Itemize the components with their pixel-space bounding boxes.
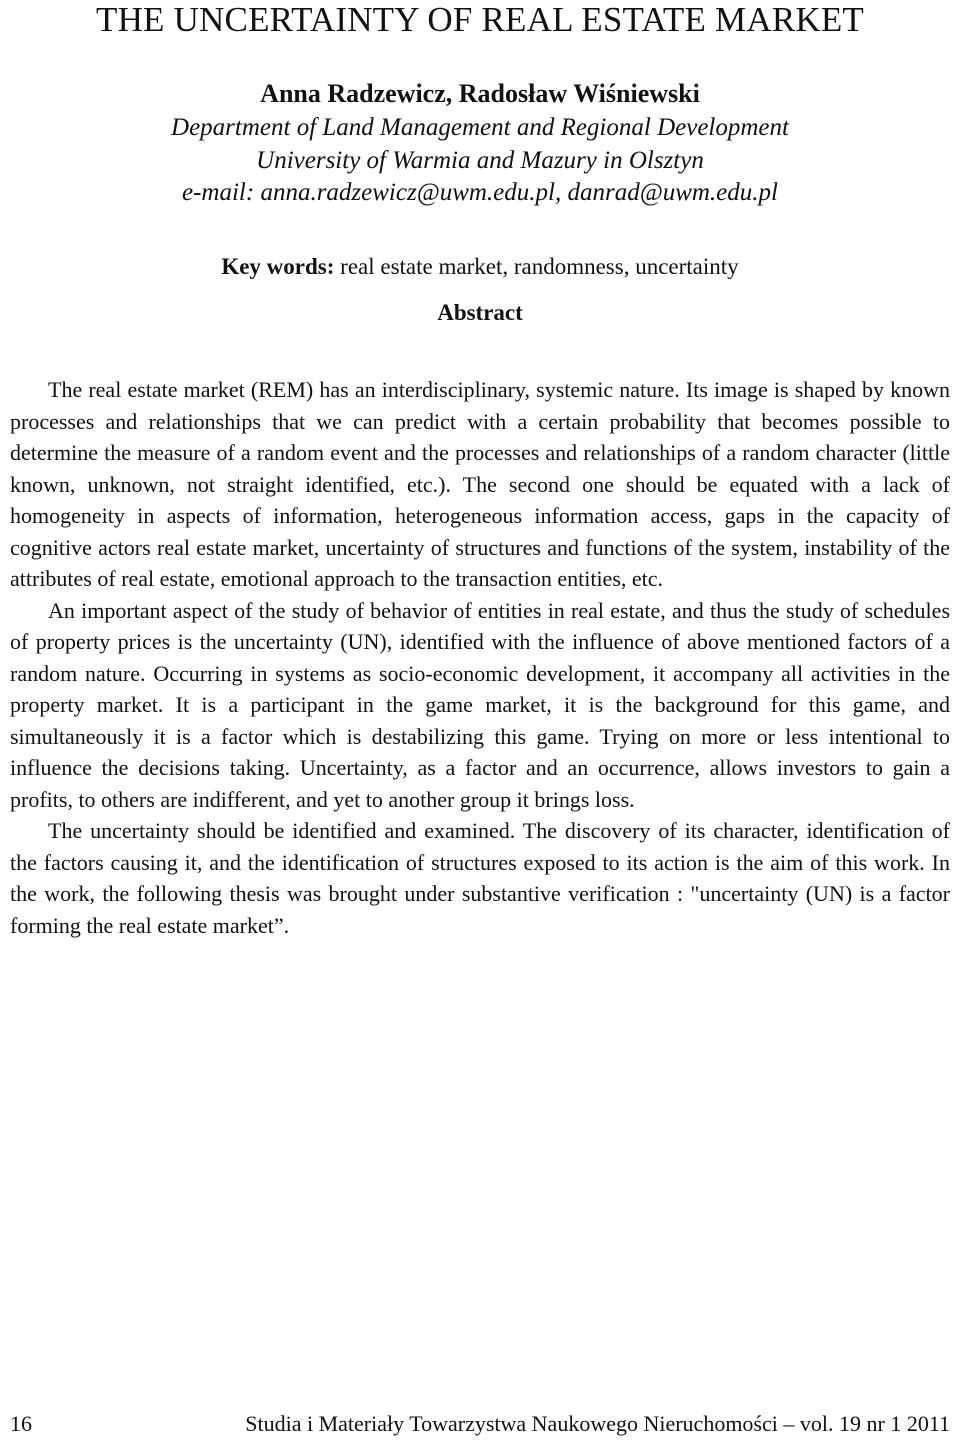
- abstract-paragraph-3: The uncertainty should be identified and examined. The discovery of its character, identification of the factors causing it, and the identification of structures exposed to its action is the aim of this work. In the work, the following thesis was brought under substantive verification : "uncertainty (UN) is a factor forming the real estate market”.: [10, 818, 950, 938]
- abstract-heading: Abstract: [437, 300, 523, 325]
- affiliation-email: e-mail: anna.radzewicz@uwm.edu.pl, danrad@uwm.edu.pl: [182, 179, 778, 206]
- keywords-value: real estate market, randomness, uncertainty: [334, 254, 739, 279]
- journal-citation: Studia i Materiały Towarzystwa Naukowego Nieruchomości – vol. 19 nr 1 2011: [245, 1411, 950, 1436]
- keywords-label: Key words:: [221, 254, 335, 279]
- affiliation-department: Department of Land Management and Regional Development: [171, 114, 789, 141]
- affiliation-university: University of Warmia and Mazury in Olsztyn: [256, 147, 704, 174]
- abstract-body: [10, 374, 950, 941]
- author-names: Anna Radzewicz, Radosław Wiśniewski: [260, 79, 700, 108]
- page-number: 16: [10, 1411, 32, 1436]
- paper-title: THE UNCERTAINTY OF REAL ESTATE MARKET: [95, 0, 865, 39]
- abstract-paragraph-1: The real estate market (REM) has an interdisciplinary, systemic nature. Its image is shaped by known processes and relationships that we can predict with a certain probability that becomes possible to determine the measure of a random event and the processes and relationships of a random character (little known, unknown, not straight identified, etc.). The second one should be equated with a lack of homogeneity in aspects of information, heterogeneous information access, gaps in the capacity of cognitive actors real estate market, uncertainty of structures and functions of the system, instability of the attributes of real estate, emotional approach to the transaction entities, etc.: [10, 377, 950, 591]
- abstract-paragraph-2: An important aspect of the study of behavior of entities in real estate, and thus the study of schedules of property prices is the uncertainty (UN), identified with the influence of above mentioned factors of a random nature. Occurring in systems as socio-economic development, it accompany all activities in the property market. It is a participant in the game market, it is the background for this game, and simultaneously it is a factor which is destabilizing this game. Trying on more or less intentional to influence the decisions taking. Uncertainty, as a factor and an occurrence, allows investors to gain a profits, to others are indifferent, and yet to another group it brings loss.: [10, 597, 950, 812]
- keywords-line: [0, 252, 960, 282]
